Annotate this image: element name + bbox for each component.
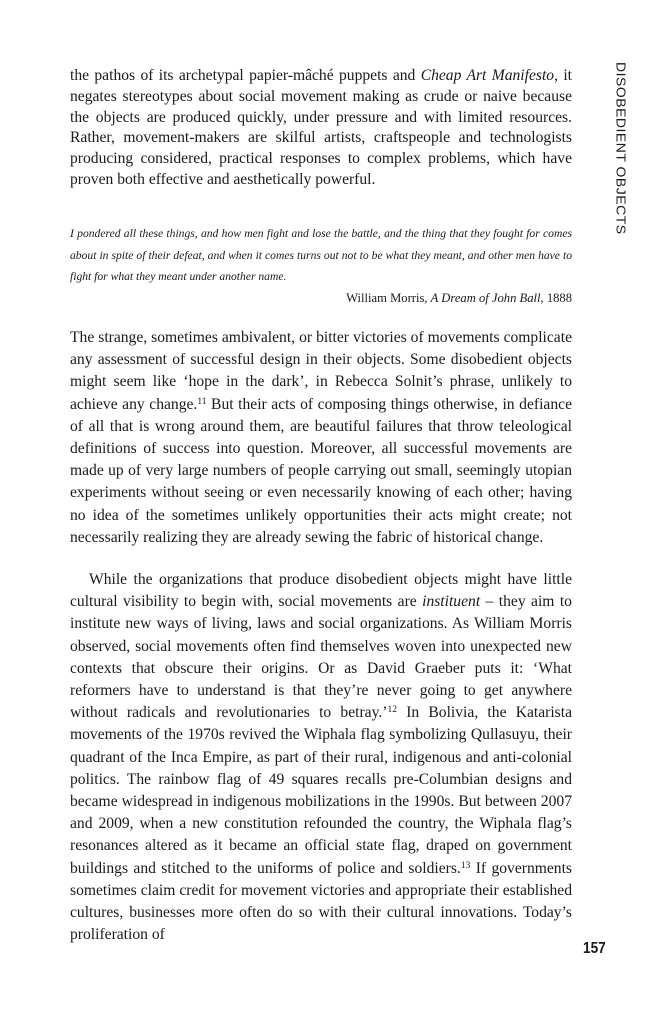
page-number: 157 [583, 940, 606, 957]
paragraph-1-lead: the pathos of its archetypal papier-mâché puppets and [70, 67, 421, 84]
running-head: DISOBEDIENT OBJECTS [613, 62, 629, 235]
paragraph-1 [70, 66, 572, 191]
paragraph-3-text-a: While the organizations that produce disobedient objects might have little cultural visibility to begin with, social movements are [70, 571, 572, 611]
paragraph-3-text-d: If governments sometimes claim credit for movement victories and appropriate their established cultures, businesses more often do so with their cultural innovations. Today’s proliferation of [70, 859, 573, 944]
paragraph-2 [70, 327, 572, 549]
instituent-term: instituent [422, 593, 481, 611]
paragraph-3 [70, 569, 572, 946]
epigraph-year: , 1888 [540, 290, 572, 305]
footnote-ref-12[interactable]: 12 [387, 705, 397, 716]
paragraph-3-text-b: – they aim to institute new ways of living, laws and social organizations. As William Morris observed, social movements often find themselves woven into unexpected new contexts that obscure their origins. Or as David Graeber puts it: ‘What reformers have to understand is that they’re never going to get anywhere without radicals and revolutionaries to betray.’ [70, 593, 572, 722]
cheap-art-manifesto-title: Cheap Art Manifesto [420, 67, 555, 84]
paragraph-3-text-c: In Bolivia, the Katarista movements of the 1970s revived the Wiphala flag symbolizing Qullasuyu, their quadrant of the Inca Empire, as part of their rural, indigenous and anti-colonial politics. The rainbow flag of 49 squares recalls pre-Columbian designs and became widespread in indigenous mobilizations in the 1990s. But between 2007 and 2009, when a new constitution refounded the country, the Wiphala flag’s resonances altered as it became an official state flag, draped on government buildings and stitched to the uniforms of police and soldiers. [70, 704, 572, 877]
paragraph-2-text-a: The strange, sometimes ambivalent, or bitter victories of movements complicate any assessment of successful design in their objects. Some disobedient objects might seem like ‘hope in the dark’, in Rebecca Solnit’s phrase, unlikely to achieve any change. [70, 329, 572, 413]
paragraph-2-text-b: But their acts of composing things otherwise, in defiance of all that is wrong around them, are beautiful failures that throw teleological definitions of success into question. Moreover, all successful movements are made up of very large numbers of people carrying out small, seemingly utopian experiments without seeing or even necessarily knowing of each other; having no idea of the sometimes unlikely opportunities their acts might create; not necessarily realizing they are already sewing the fabric of historical change. [70, 395, 572, 546]
paragraph-1-rest: , it negates stereotypes about social movement making as crude or naive because the objects are produced quickly, under pressure and with limited resources. Rather, movement-makers are skilful artists, craftspeople and technologists producing considered, practical responses to complex problems, which have proven both effective and aesthetically powerful. [70, 67, 572, 188]
epigraph-quote: I pondered all these things, and how men fight and lose the battle, and the thing that they fought for comes about in spite of their defeat, and when it comes turns out not to be what they meant, and other men have to fight for what they meant under another name. [70, 227, 572, 284]
epigraph-author: William Morris, [346, 290, 431, 305]
footnote-ref-13[interactable]: 13 [460, 860, 471, 871]
footnote-ref-11[interactable]: 11 [197, 396, 207, 407]
epigraph-attribution [70, 288, 572, 310]
epigraph [70, 223, 572, 309]
epigraph-work-title: A Dream of John Ball [430, 290, 541, 305]
